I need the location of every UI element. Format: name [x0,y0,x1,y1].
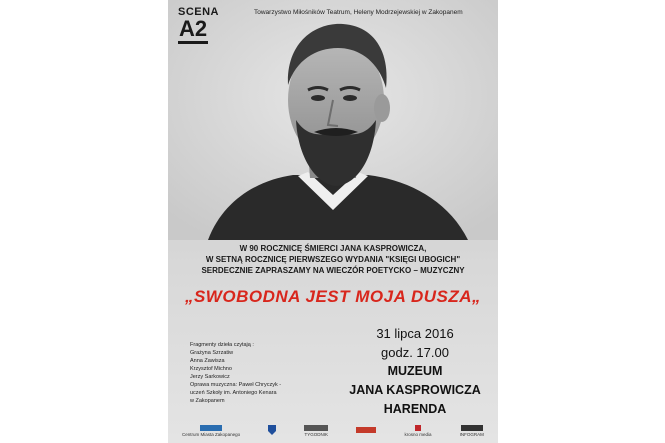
event-venue: MUZEUM [387,364,443,378]
credits-line: Oprawa muzyczna: Paweł Chryczyk - [190,382,282,388]
sponsor-logo [268,425,276,436]
logo-line1: SCENA [178,6,220,18]
sponsor-mark-icon [415,425,421,431]
intro-line: SERDECZNIE ZAPRASZAMY NA WIECZÓR POETYCKO – MUZYCZNY [201,266,465,275]
sponsor-name: TYGODNIK [304,431,329,437]
sponsor-mark-icon [304,425,328,431]
event-venue: HARENDA [383,402,447,416]
event-poster [168,0,498,443]
credits-list [190,341,330,405]
sponsor-mark-icon [200,425,222,431]
intro-text [168,243,498,276]
credits-line: Fragmenty dzieła czytają : [190,342,254,348]
organizer-text: Towarzystwo Miłośników Teatrum, Heleny Modrzejewskiej w Zakopanem [254,9,463,16]
sponsor-mark-icon [461,425,483,431]
credits-line: uczeń Szkoły im. Antoniego Kenara [190,390,277,396]
sponsor-logo [460,425,484,437]
sponsor-logo [304,425,328,437]
sponsor-logo [182,425,240,437]
sponsor-logo [356,427,376,434]
logo-line2: A2 [178,18,208,44]
credits-line: Anna Zawisza [190,358,225,364]
sponsor-logos [168,418,498,443]
sponsor-mark-icon [356,427,376,433]
sponsor-name: Centrum Miasta Zakopanego [182,431,241,437]
sponsor-logo [405,425,432,437]
event-date: 31 lipca 2016 [376,326,454,341]
intro-line: W 90 ROCZNICĘ ŚMIERCI JANA KASPROWICZA, [239,244,427,253]
event-time: godz. 17.00 [381,345,449,360]
event-title: „SWOBODNA JEST MOJA DUSZA„ [184,287,482,306]
credits-line: Krzysztof Michno [190,366,232,372]
credits-line: w Zakopanem [190,398,225,404]
event-details [340,324,490,419]
event-venue: JANA KASPROWICZA [349,383,481,397]
scena-a2-logo [178,6,220,44]
sponsor-name: krosno media [404,431,432,437]
credits-line: Grażyna Szrzatiw [190,350,234,356]
intro-line: W SETNĄ ROCZNICĘ PIERWSZEGO WYDANIA "KSIĘGI UBOGICH" [205,255,461,264]
coat-of-arms-icon [268,425,276,435]
portrait-photo [168,0,498,240]
credits-line: Jerzy Sarkowicz [190,374,230,380]
sponsor-name: INFOGRAM [459,431,484,437]
